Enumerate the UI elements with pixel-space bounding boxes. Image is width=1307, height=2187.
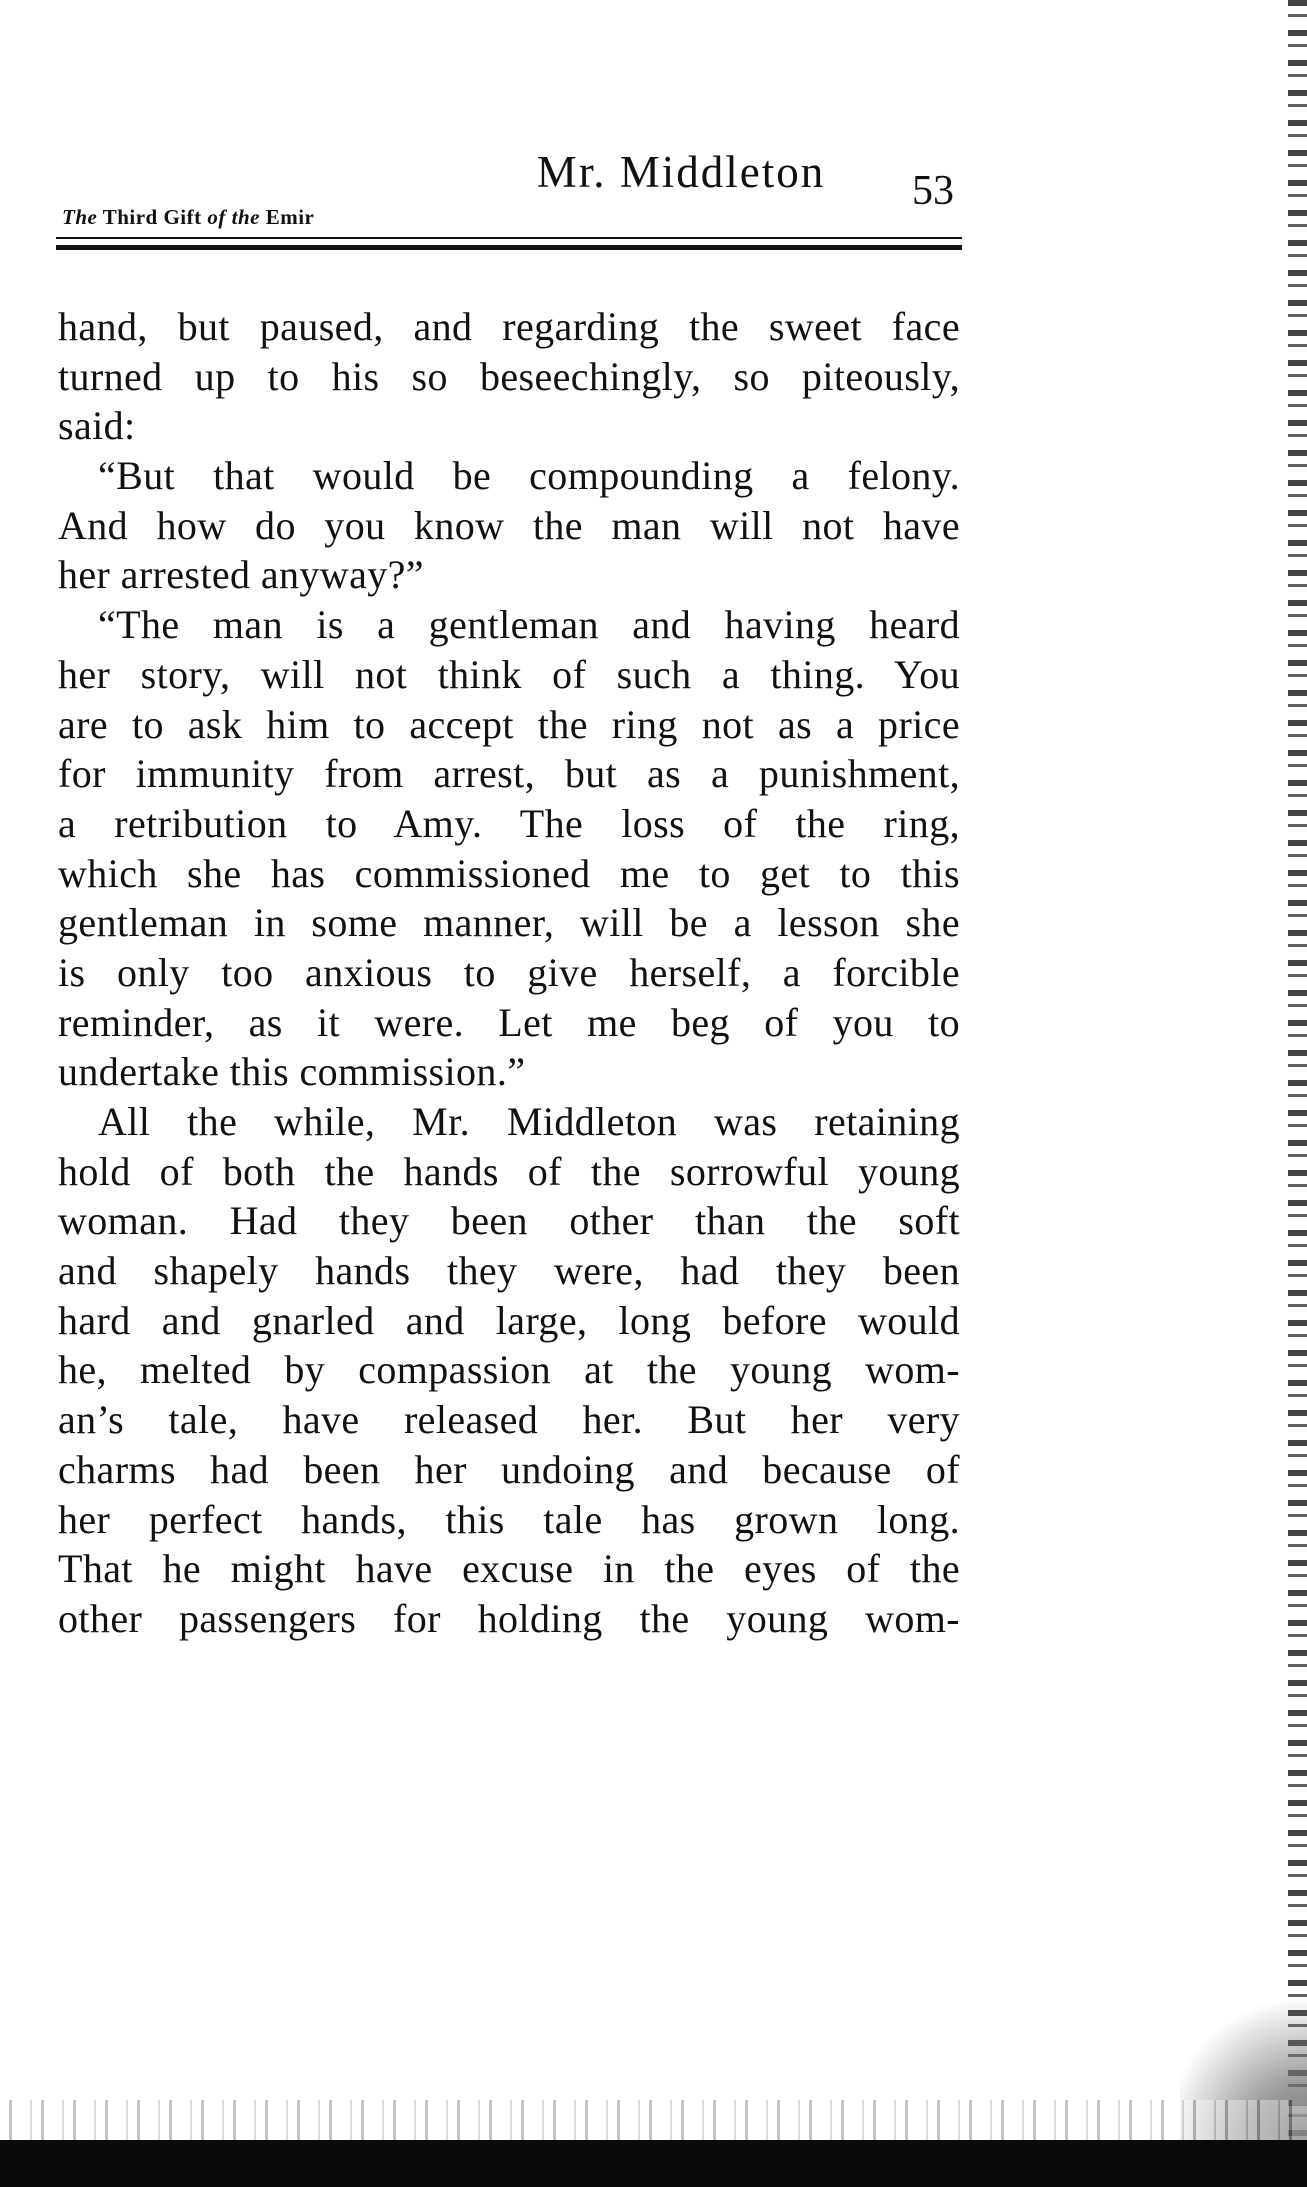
- text-line: hand, but paused, and regarding the sweet face: [58, 304, 960, 349]
- text-line: said:: [58, 403, 136, 449]
- text-line: gentleman in some manner, will be a lesson she: [58, 900, 960, 946]
- text-line: And how do you know the man will not have: [58, 502, 960, 548]
- text-line: turned up to his so beseechingly, so piteously,: [58, 353, 960, 399]
- text-line: her arrested anyway?”: [58, 552, 424, 598]
- text-line: woman. Had they been other than the soft: [58, 1198, 960, 1244]
- text-line: undertake this commission.”: [58, 1049, 526, 1095]
- header-rule-thick: [56, 245, 962, 250]
- book-title-part: Emir: [265, 205, 315, 229]
- text-line: All the while, Mr. Middleton was retaining: [98, 1099, 960, 1144]
- text-line: an’s tale, have released her. But her very: [58, 1397, 960, 1443]
- scan-bottom-noise: [0, 2100, 1307, 2140]
- book-title-part: The: [62, 205, 98, 229]
- text-line: reminder, as it were. Let me beg of you to: [58, 999, 960, 1045]
- scan-edge-artifact: [1288, 0, 1307, 2187]
- text-line: which she has commissioned me to get to this: [58, 850, 960, 896]
- text-line: That he might have excuse in the eyes of the: [58, 1546, 960, 1592]
- text-line: hard and gnarled and large, long before would: [58, 1297, 960, 1343]
- scan-bottom-band: [0, 2140, 1307, 2187]
- text-line: charms had been her undoing and because of: [58, 1446, 960, 1492]
- text-line: “But that would be compounding a felony.: [98, 453, 960, 499]
- text-line: a retribution to Amy. The loss of the ring,: [58, 800, 960, 846]
- header-rule-thin: [56, 237, 962, 239]
- book-title-part: Third Gift: [102, 205, 202, 229]
- text-line: hold of both the hands of the sorrowful young: [58, 1148, 960, 1194]
- book-title: [62, 207, 314, 228]
- text-line: other passengers for holding the young wom-: [58, 1595, 960, 1641]
- text-line: for immunity from arrest, but as a punishment,: [58, 751, 960, 797]
- text-line: he, melted by compassion at the young wom-: [58, 1347, 960, 1393]
- running-title: Mr. Middleton: [536, 147, 826, 197]
- text-line: her perfect hands, this tale has grown long.: [58, 1496, 960, 1542]
- text-line: “The man is a gentleman and having heard: [98, 602, 960, 648]
- text-line: and shapely hands they were, had they been: [58, 1248, 960, 1294]
- page-number: 53: [912, 168, 954, 214]
- text-line: is only too anxious to give herself, a forcible: [58, 949, 960, 995]
- text-line: her story, will not think of such a thing. You: [58, 651, 960, 697]
- text-line: are to ask him to accept the ring not as a price: [58, 701, 960, 747]
- book-title-part: of the: [207, 205, 260, 229]
- body-text: [58, 302, 960, 1644]
